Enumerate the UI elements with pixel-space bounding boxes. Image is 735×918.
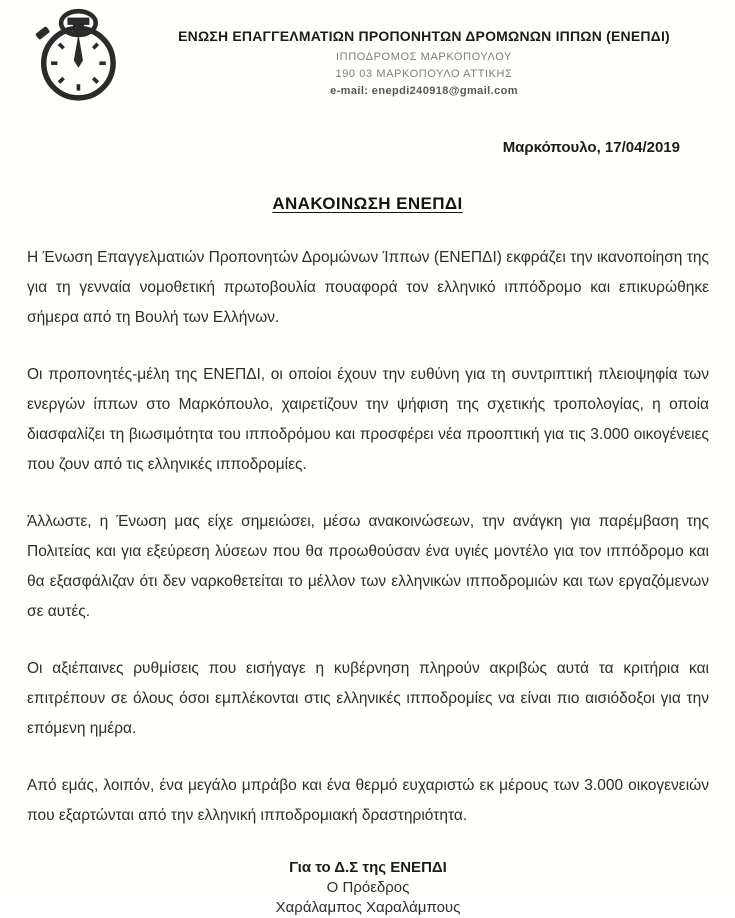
document-title: ΑΝΑΚΟΙΝΩΣΗ ΕΝΕΠΔΙ <box>272 194 463 213</box>
signature-committee: Για το Δ.Σ της ΕΝΕΠΔΙ <box>289 859 447 876</box>
body-paragraph: Άλλωστε, η Ένωση μας είχε σημειώσει, μέσω ανακοινώσεων, την ανάγκη για παρέμβαση της Πολιτείας και για εξεύρεση λύσεων που θα προωθούσαν ένα υγιές μοντέλο για τον ιππόδρομο και θα εξασφάλιζαν ότι δεν ναρκοθετείται το μέλλον των ελληνικών ιπποδρομιών και των εργαζόμενων σε αυτές. <box>27 513 709 620</box>
document-body <box>27 243 709 918</box>
signature-role: Ο Πρόεδρος <box>326 879 410 896</box>
letterhead-text <box>153 8 695 97</box>
org-address-line1: ΙΠΠΟΔΡΟΜΟΣ ΜΑΡΚΟΠΟΥΛΟΥ <box>336 51 512 63</box>
signature-name: Χαράλαμπος Χαραλάμπους <box>275 899 461 916</box>
org-address-line2: 190 03 ΜΑΡΚΟΠΟΥΛΟ ΑΤΤΙΚΗΣ <box>335 68 513 80</box>
org-logo <box>20 8 135 102</box>
dateline: Μαρκόπουλο, 17/04/2019 <box>502 139 680 156</box>
signature-block <box>27 858 709 918</box>
org-email: e-mail: enepdi240918@gmail.com <box>330 85 518 97</box>
org-name: ΕΝΩΣΗ ΕΠΑΓΓΕΛΜΑΤΙΩΝ ΠΡΟΠΟΝΗΤΩΝ ΔΡΟΜΩΝΩΝ ΙΠΠΩΝ (ΕΝΕΠΔΙ) <box>178 28 670 44</box>
body-paragraph: Οι αξιέπαινες ρυθμίσεις που εισήγαγε η κυβέρνηση πληρούν ακριβώς αυτά τα κριτήρια και επιτρέπουν σε όλους όσοι εμπλέκονται στις ελληνικές ιπποδρομίες να είναι πιο αισιόδοξοι για την επόμενη ημέρα. <box>27 660 709 737</box>
stopwatch-icon <box>20 8 135 102</box>
body-paragraph: Από εμάς, λοιπόν, ένα μεγάλο μπράβο και ένα θερμό ευχαριστώ εκ μέρους των 3.000 οικογενειών που εξαρτώνται από την ελληνική ιπποδρομιακή δραστηριότητα. <box>27 777 709 824</box>
body-paragraph: Οι προπονητές-μέλη της ΕΝΕΠΔΙ, οι οποίοι έχουν την ευθύνη για τη συντριπτική πλειοψηφία των ενεργών ίππων στο Μαρκόπουλο, χαιρετίζουν την ψήφιση της σχετικής τροπολογίας, η οποία διασφαλίζει τη βιωσιμότητα του ιπποδρόμου και προσφέρει νέα προοπτική για τις 3.000 οικογένειες που ζουν από τις ελληνικές ιπποδρομίες. <box>27 366 709 473</box>
letterhead <box>20 8 695 102</box>
body-paragraph: Η Ένωση Επαγγελματιών Προπονητών Δρομώνων Ίππων (ΕΝΕΠΔΙ) εκφράζει την ικανοποίηση της για τη γενναία νομοθετική πρωτοβουλία πουαφορά τον ελληνικό ιππόδρομο και επικυρώθηκε σήμερα από τη Βουλή των Ελλήνων. <box>27 249 709 326</box>
